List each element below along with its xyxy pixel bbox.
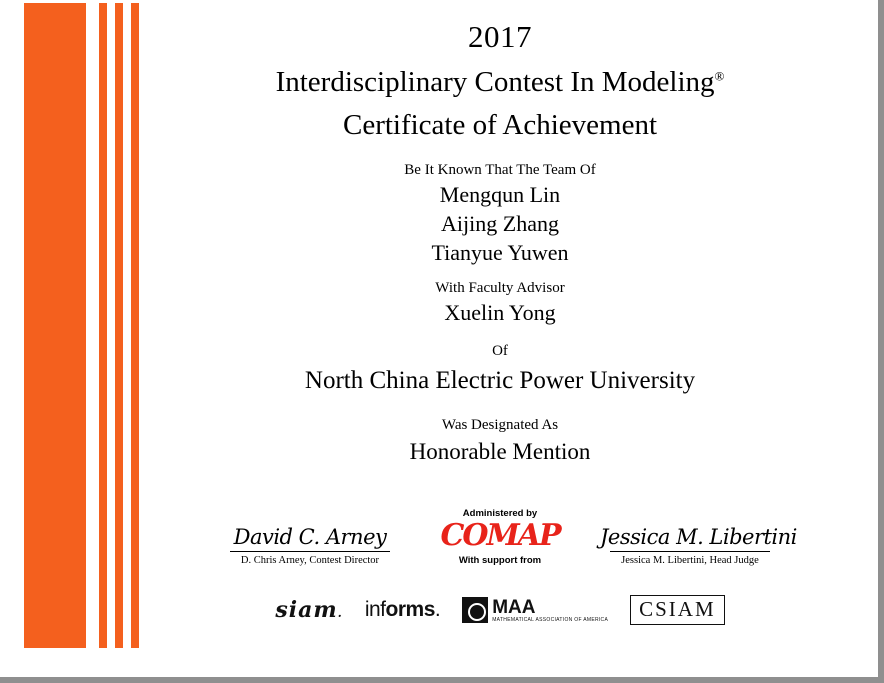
sponsor-logo-row (150, 595, 850, 625)
page-frame-bottom (0, 677, 884, 683)
decorative-bar-1 (99, 3, 107, 648)
informs-logo-bold: orms (385, 598, 435, 621)
maa-emblem-icon (462, 597, 488, 623)
decorative-bar-2 (115, 3, 123, 648)
maa-logo (462, 597, 608, 623)
contest-title (150, 66, 850, 99)
team-member: Tianyue Yuwen (431, 240, 569, 265)
designation-label: Was Designated As (441, 417, 559, 433)
signature-caption: D. Chris Arney, Contest Director (240, 555, 380, 566)
of-label: Of (492, 343, 508, 359)
maa-logo-subtitle: MATHEMATICAL ASSOCIATION OF AMERICA (492, 616, 609, 623)
decorative-bar-wide (24, 3, 86, 648)
support-from-label: With support from (458, 555, 542, 566)
decorative-bar-3 (131, 3, 139, 648)
team-member: Mengqun Lin (439, 182, 561, 207)
maa-logo-text (492, 598, 608, 623)
registered-mark: ® (714, 68, 725, 84)
informs-logo-dot: . (434, 598, 441, 621)
award-name: Honorable Mention (409, 439, 591, 464)
certificate-content (150, 3, 850, 648)
advisor-name: Xuelin Yong (444, 300, 556, 325)
informs-logo (365, 598, 440, 622)
team-label: Be It Known That The Team Of (404, 162, 596, 178)
csiam-logo: CSIAM (630, 595, 725, 625)
siam-logo-text: siam (275, 597, 338, 623)
contest-title-text: Interdisciplinary Contest In Modeling (275, 66, 715, 98)
team-member: Aijing Zhang (441, 211, 559, 236)
informs-logo-prefix: inf (364, 598, 386, 621)
certificate-body (0, 3, 872, 648)
administered-by-label: Administered by (462, 508, 538, 519)
signature-row (150, 508, 850, 566)
signature-block-head-judge (600, 525, 797, 566)
siam-logo (275, 597, 342, 623)
siam-logo-dot: . (337, 606, 343, 620)
certificate-title: Certificate of Achievement (342, 109, 658, 141)
comap-block (420, 508, 580, 566)
certificate-year: 2017 (468, 19, 532, 54)
comap-logo: COMAP (440, 518, 560, 553)
signature-rule (230, 551, 390, 552)
signature-block-contest-director (220, 525, 400, 566)
signature-mark: David C. Arney (233, 525, 387, 549)
institution-name: North China Electric Power University (304, 367, 696, 394)
maa-logo-name: MAA (492, 596, 536, 618)
signature-rule (610, 551, 770, 552)
signature-caption: Jessica M. Libertini, Head Judge (621, 555, 759, 566)
page-frame-right (878, 0, 884, 683)
signature-mark: Jessica M. Libertini (600, 525, 797, 549)
advisor-label: With Faculty Advisor (435, 280, 565, 296)
